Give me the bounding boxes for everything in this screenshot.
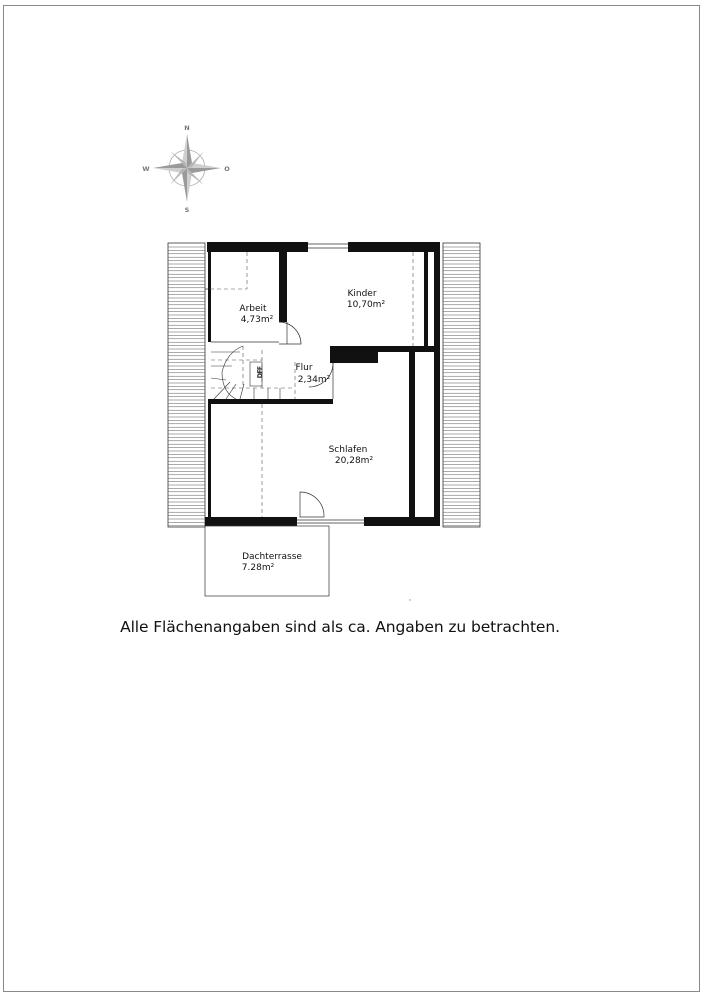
room-name-dachterrasse: Dachterrasse bbox=[242, 552, 302, 562]
room-name-arbeit: Arbeit bbox=[239, 304, 267, 314]
room-labels bbox=[239, 289, 385, 573]
area-disclaimer: Alle Flächenangaben sind als ca. Angaben zu betrachten. bbox=[120, 618, 560, 636]
room-area-flur: 2,34m² bbox=[297, 375, 331, 385]
roof-slope-right bbox=[443, 243, 480, 527]
compass-west-label: W bbox=[142, 165, 150, 173]
room-area-arbeit: 4,73m² bbox=[240, 315, 274, 325]
compass-rose bbox=[142, 124, 230, 214]
roof-slope-left bbox=[168, 243, 205, 527]
staircase bbox=[211, 346, 280, 399]
compass-north-label: N bbox=[184, 124, 190, 132]
compass-south-label: S bbox=[184, 206, 190, 214]
room-name-kinder: Kinder bbox=[347, 289, 377, 299]
room-name-flur: Flur bbox=[295, 363, 313, 373]
room-area-kinder: 10,70m² bbox=[346, 300, 386, 310]
stair-label: DFF bbox=[257, 366, 264, 378]
room-name-schlafen: Schlafen bbox=[328, 445, 368, 455]
compass-east-label: O bbox=[224, 165, 230, 173]
room-area-dachterrasse: 7.28m² bbox=[241, 563, 275, 573]
stray-dot bbox=[409, 599, 410, 600]
room-area-schlafen: 20,28m² bbox=[334, 456, 374, 466]
